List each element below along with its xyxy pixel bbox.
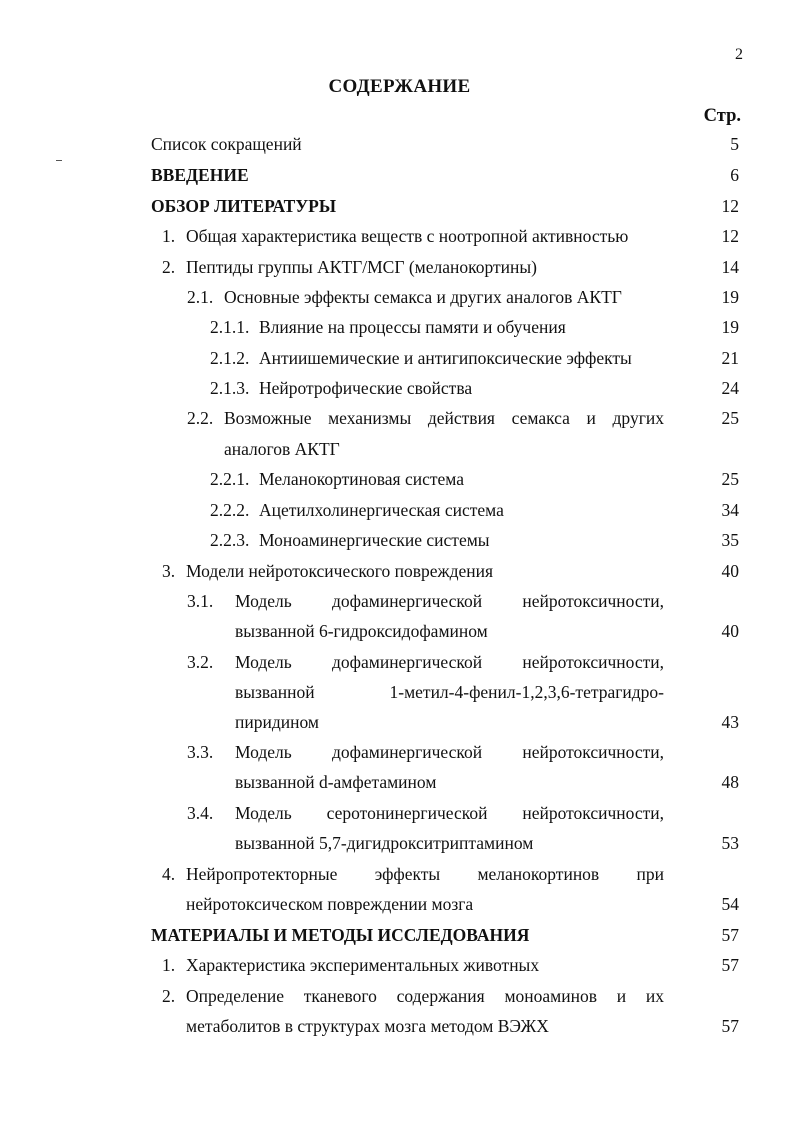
- toc-page-s3: 40: [721, 561, 739, 581]
- toc-entry-s2-1-3: Нейротрофические свойства: [259, 378, 473, 398]
- toc-entry-s4-line1: Нейропротекторные эффекты меланокортинов при: [186, 864, 664, 884]
- toc-num-m2: 2.: [162, 986, 176, 1006]
- toc-entry-s1: Общая характеристика веществ с ноотропной активностью: [186, 226, 629, 246]
- toc-entry-s2-2-1: Меланокортиновая система: [259, 469, 464, 489]
- toc-num-s3-1: 3.1.: [187, 591, 214, 611]
- toc-num-s2-2-3: 2.2.3.: [210, 530, 250, 550]
- toc-entry-s2-2-3: Моноаминергические системы: [259, 530, 490, 550]
- toc-entry-s3-3-line1: Модель дофаминергической нейротоксичности,: [235, 742, 664, 762]
- toc-entry-s2-2-line2: аналогов АКТГ: [224, 439, 340, 459]
- toc-page-s2-2-2: 34: [721, 500, 739, 520]
- toc-page-s1: 12: [721, 226, 739, 246]
- toc-entry-s2-2-line1: Возможные механизмы действия семакса и других: [224, 408, 664, 428]
- toc-page-s2-1: 19: [721, 287, 739, 307]
- toc-page-introduction: 6: [730, 165, 739, 185]
- toc-num-s2-2-2: 2.2.2.: [210, 500, 250, 520]
- toc-entry-m1: Характеристика экспериментальных животных: [186, 955, 540, 975]
- toc-entry-s4-line2: нейротоксическом повреждении мозга: [186, 894, 474, 914]
- toc-entry-s3-4-line1: Модель серотонинергической нейротоксичности,: [235, 803, 664, 823]
- toc-entry-review: ОБЗОР ЛИТЕРАТУРЫ: [151, 196, 337, 216]
- toc-num-s1: 1.: [162, 226, 176, 246]
- toc-entry-s3-2-line3: пиридином: [235, 712, 319, 732]
- toc-page-s3-4: 53: [721, 833, 739, 853]
- toc-page-s3-3: 48: [721, 772, 739, 792]
- toc-num-s3-4: 3.4.: [187, 803, 214, 823]
- toc-num-s2-1-2: 2.1.2.: [210, 348, 250, 368]
- toc-page-s2-2-3: 35: [721, 530, 739, 550]
- toc-page-s2-1-1: 19: [721, 317, 739, 337]
- toc-page-s3-2: 43: [721, 712, 739, 732]
- toc-num-s3-3: 3.3.: [187, 742, 214, 762]
- toc-num-m1: 1.: [162, 955, 176, 975]
- toc-page-m2: 57: [721, 1016, 739, 1036]
- toc-entry-m2-line2: метаболитов в структурах мозга методом ВЭЖХ: [186, 1016, 549, 1036]
- toc-entry-s3-2-line1: Модель дофаминергической нейротоксичности,: [235, 652, 664, 672]
- toc-entry-s3-1-line1: Модель дофаминергической нейротоксичности,: [235, 591, 664, 611]
- toc-num-s2: 2.: [162, 257, 176, 277]
- toc-page-s2-2: 25: [721, 408, 739, 428]
- toc-page-s2-1-3: 24: [721, 378, 739, 398]
- toc-entry-methods: МАТЕРИАЛЫ И МЕТОДЫ ИССЛЕДОВАНИЯ: [151, 925, 530, 945]
- toc-num-s2-1: 2.1.: [187, 287, 214, 307]
- toc-num-s2-2-1: 2.2.1.: [210, 469, 250, 489]
- toc-entry-s3-3-line2: вызванной d-амфетамином: [235, 772, 437, 792]
- toc-entry-s2-1-1: Влияние на процессы памяти и обучения: [259, 317, 566, 337]
- page-title: СОДЕРЖАНИЕ: [328, 76, 471, 97]
- page-column-label: Стр.: [703, 106, 741, 126]
- toc-page-abbreviations: 5: [730, 134, 739, 154]
- toc-entry-s2-1-2: Антиишемические и антигипоксические эффекты: [259, 348, 632, 368]
- toc-entry-s2-1: Основные эффекты семакса и других аналогов АКТГ: [224, 287, 622, 307]
- toc-entry-m2-line1: Определение тканевого содержания моноаминов и их: [186, 986, 664, 1006]
- toc-entry-s3-2-line2: вызванной 1-метил-4-фенил-1,2,3,6-тетрагидро-: [235, 682, 664, 702]
- toc-entry-s2-2-2: Ацетилхолинергическая система: [259, 500, 504, 520]
- toc-num-s3-2: 3.2.: [187, 652, 214, 672]
- toc-num-s2-1-1: 2.1.1.: [210, 317, 250, 337]
- toc-page-review: 12: [721, 196, 739, 216]
- toc-entry-s3: Модели нейротоксического повреждения: [186, 561, 494, 581]
- toc-page-s2-2-1: 25: [721, 469, 739, 489]
- page-number: 2: [735, 46, 743, 63]
- toc-num-s3: 3.: [162, 561, 176, 581]
- toc-num-s2-2: 2.2.: [187, 408, 214, 428]
- toc-page-s2: 14: [721, 257, 739, 277]
- toc-entry-introduction: ВВЕДЕНИЕ: [151, 165, 249, 185]
- toc-entry-s3-4-line2: вызванной 5,7-дигидрокситриптамином: [235, 833, 534, 853]
- toc-entry-s3-1-line2: вызванной 6-гидроксидофамином: [235, 621, 488, 641]
- toc-num-s4: 4.: [162, 864, 176, 884]
- toc-entry-abbreviations: Список сокращений: [151, 134, 302, 154]
- toc-entry-s2: Пептиды группы АКТГ/МСГ (меланокортины): [186, 257, 537, 277]
- toc-page-methods: 57: [721, 925, 739, 945]
- toc-num-s2-1-3: 2.1.3.: [210, 378, 250, 398]
- toc-page-s4: 54: [721, 894, 739, 914]
- toc-page-s3-1: 40: [721, 621, 739, 641]
- toc-page-s2-1-2: 21: [721, 348, 739, 368]
- toc-page-m1: 57: [721, 955, 739, 975]
